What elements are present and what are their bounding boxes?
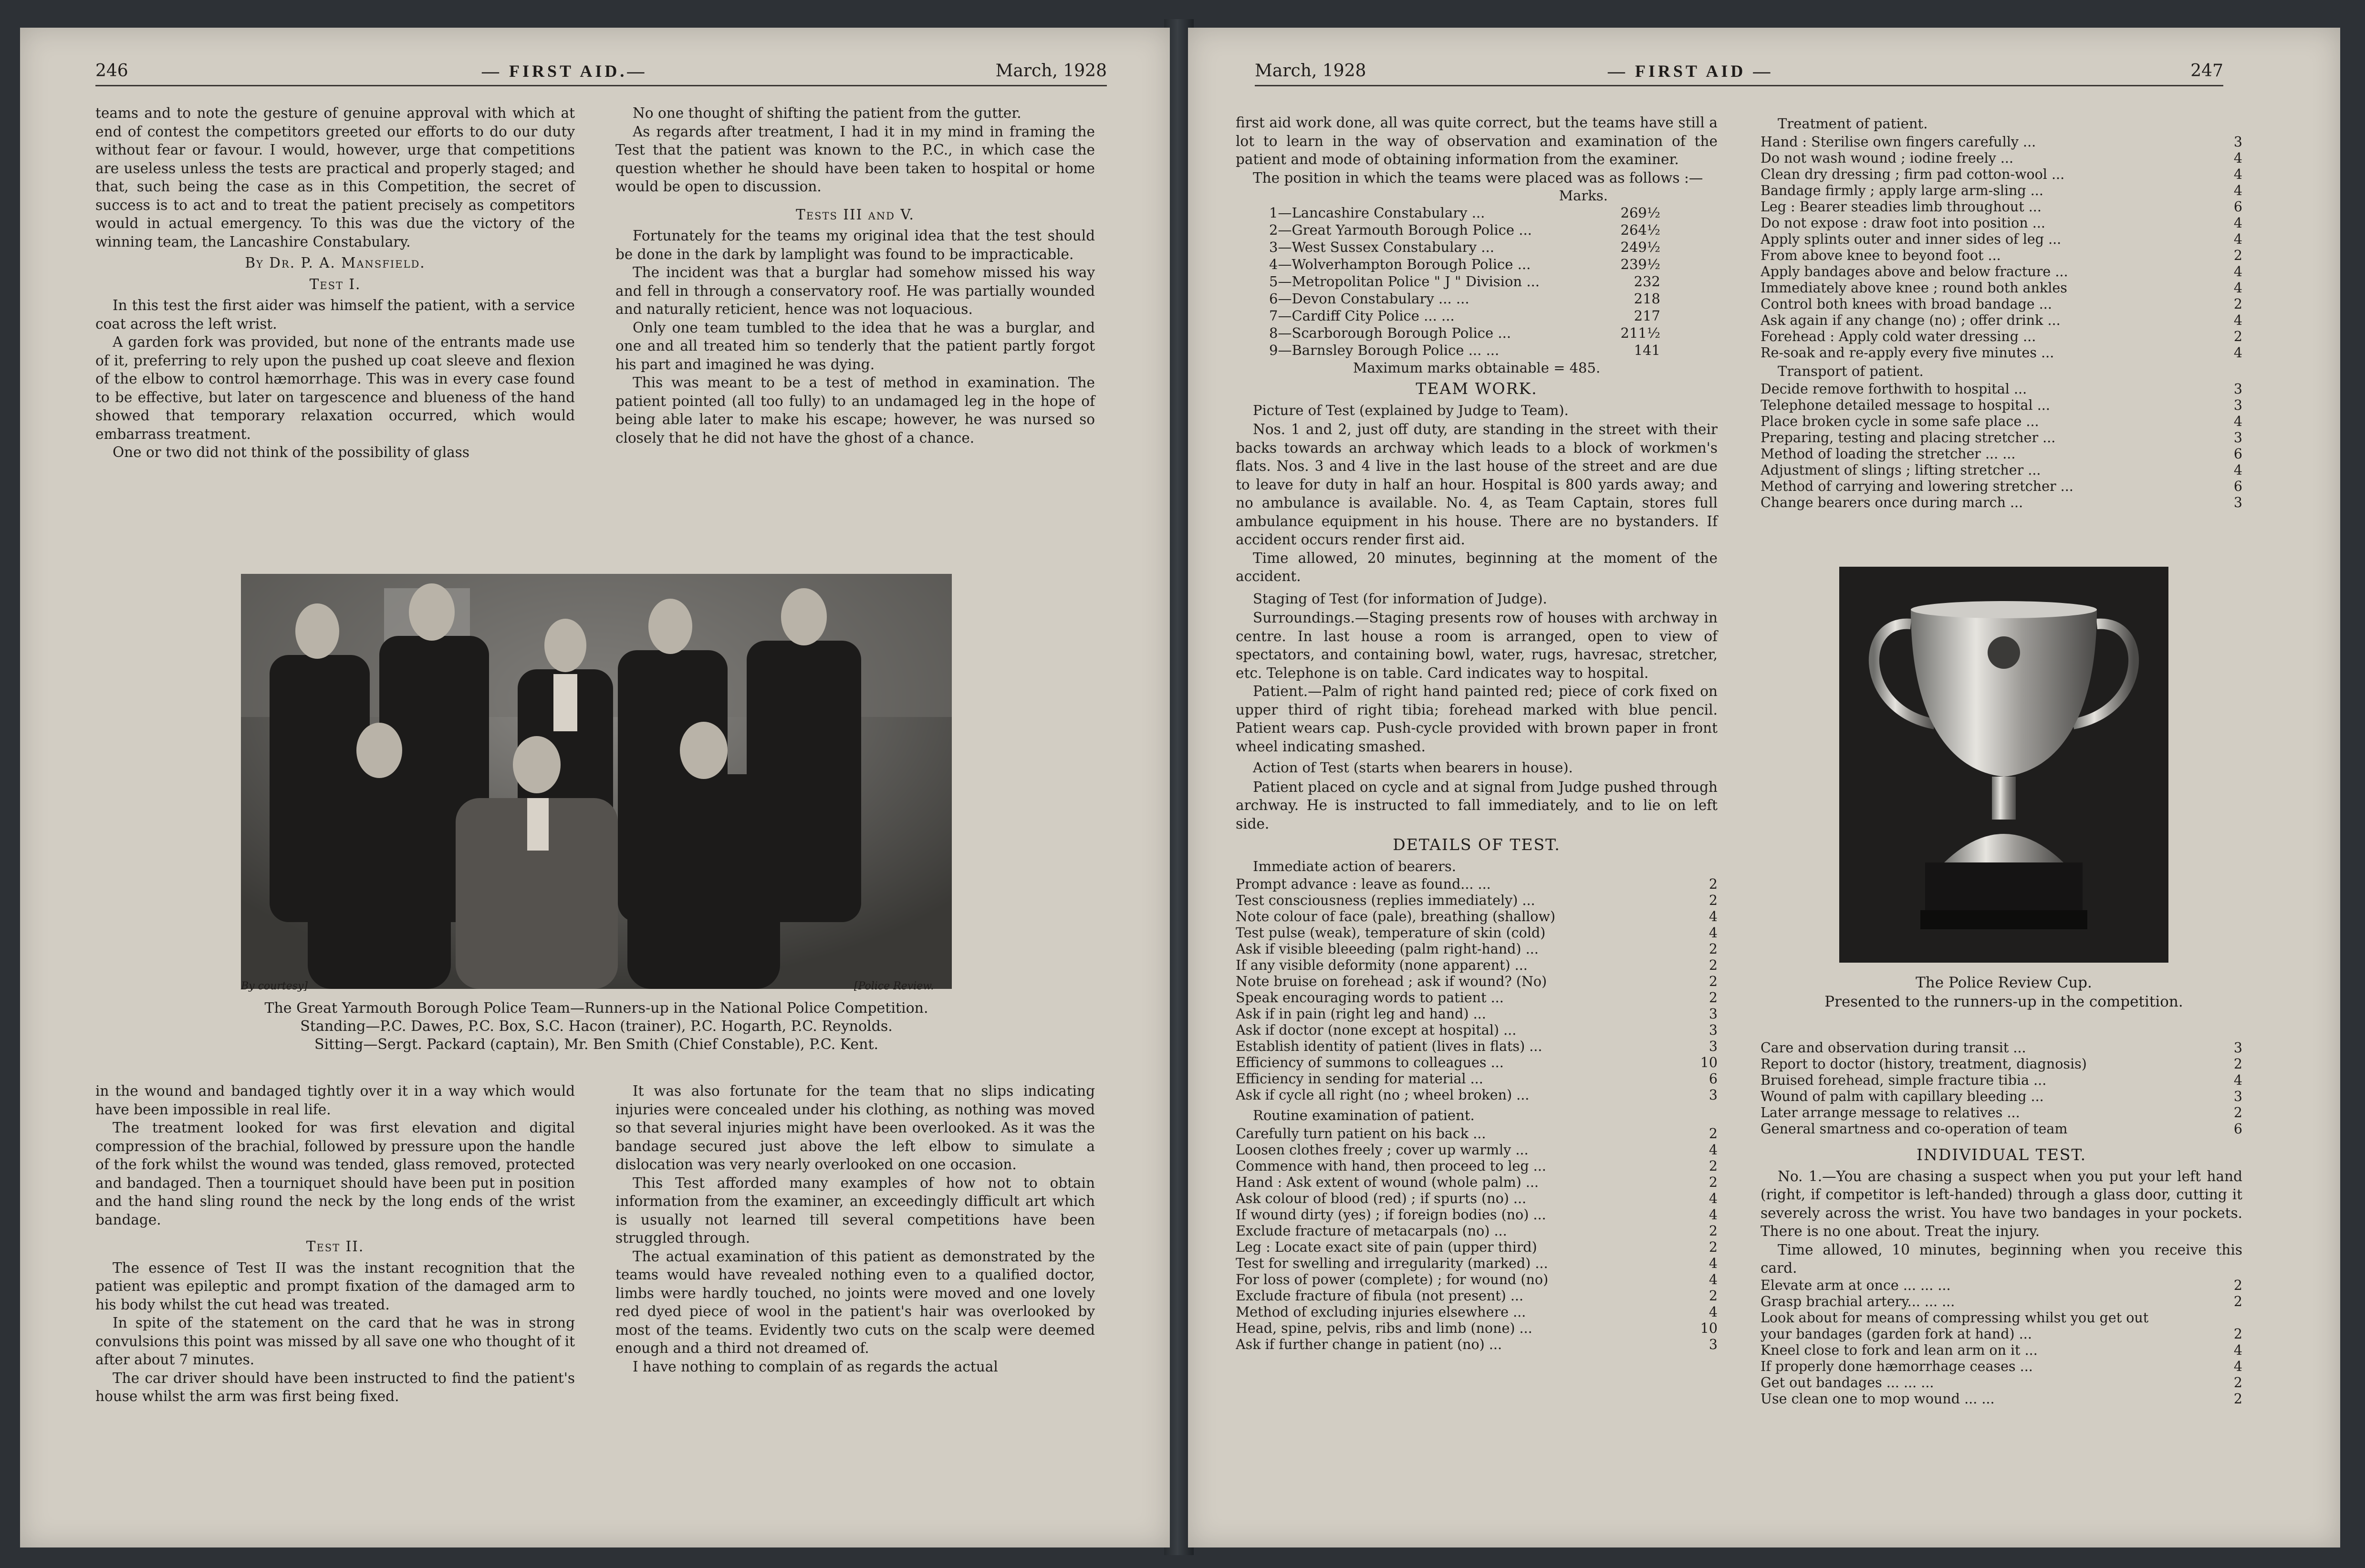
score-row: [1761, 1310, 2242, 1326]
score-points: 10: [1700, 1320, 1718, 1336]
cup-caption: [1765, 973, 2242, 1011]
paragraph: The actual examination of this patient as demonstrated by the teams would have revealed nothing even to a qualified doctor, limbs were hardly touched, no joints were moved and one lovely red dyed piece of wool in the patient's hair was overlooked by most of the teams. Evidently two cuts on the scalp were deemed enough and a third not dreamed of.: [615, 1248, 1095, 1356]
score-points: 3: [1709, 1336, 1718, 1352]
right-date: March, 1928: [1255, 61, 1366, 81]
paragraph: A garden fork was provided, but none of the entrants made use of it, preferring to rely upon the pushed up coat sleeve and flexion of the elbow to control hæmorrhage. This was in every case found to be effective, but later on targescence and blueness of the hand showed that temporary relaxation occurred, which would embarrass treatment.: [95, 334, 575, 442]
score-row: [1236, 1174, 1718, 1191]
score-row: [1761, 280, 2242, 296]
score-points: 4: [2233, 344, 2242, 361]
score-points: 2: [1709, 974, 1718, 989]
score-label: Method of excluding injuries elsewhere ...: [1236, 1304, 1526, 1320]
paragraph: I have nothing to complain of as regards the actual: [633, 1358, 998, 1375]
score-points: 2: [2233, 1374, 2242, 1391]
score-row: [1761, 199, 2242, 215]
score-points: 2: [2233, 1056, 2242, 1072]
caption-line: Presented to the runners-up in the competition.: [1824, 993, 2183, 1010]
paragraph: The incident was that a burglar had somehow missed his way and fell in through a conservatory roof. He was partially wounded and naturally reticient, hence was not loquacious.: [615, 264, 1095, 317]
team-name: 1—Lancashire Constabulary ...: [1269, 205, 1485, 221]
score-points: 4: [1709, 909, 1718, 924]
score-points: 4: [1709, 1190, 1718, 1206]
score-row: [1236, 1239, 1718, 1256]
transport-list: [1761, 381, 2242, 511]
score-points: 6: [1709, 1071, 1718, 1087]
photo-credit-left: By courtesy]: [241, 980, 308, 992]
score-label: Ask again if any change (no) ; offer drink ...: [1761, 312, 2061, 328]
score-points: 4: [1709, 925, 1718, 941]
score-row: [1761, 1375, 2242, 1391]
immediate-heading: Immediate action of bearers.: [1253, 858, 1457, 874]
team-marks: 141: [1634, 342, 1660, 358]
score-label: Later arrange message to relatives ...: [1761, 1105, 2020, 1121]
transport-heading: Transport of patient.: [1778, 363, 1924, 379]
score-label: Loosen clothes freely ; cover up warmly ...: [1236, 1142, 1529, 1158]
score-points: 6: [2233, 446, 2242, 462]
score-label: Carefully turn patient on his back ...: [1236, 1125, 1486, 1142]
left-column-1-top: [95, 104, 575, 462]
score-row: [1236, 1191, 1718, 1207]
score-points: 4: [1709, 1271, 1718, 1288]
photo-credit-right: [Police Review.: [854, 980, 934, 992]
score-label: Ask if doctor (none except at hospital) ...: [1236, 1022, 1517, 1038]
score-points: 2: [2233, 328, 2242, 344]
score-label: Test pulse (weak), temperature of skin (cold): [1236, 925, 1546, 941]
score-row: [1236, 1320, 1718, 1337]
score-label: Report to doctor (history, treatment, diagnosis): [1761, 1056, 2087, 1072]
score-row: [1236, 1071, 1718, 1087]
score-points: 4: [1709, 1206, 1718, 1223]
score-label: Get out bandages ... ... ...: [1761, 1374, 1934, 1391]
score-row: [1236, 1126, 1718, 1142]
score-points: 2: [1709, 1158, 1718, 1174]
score-points: 2: [1709, 1174, 1718, 1190]
score-row: [1236, 909, 1718, 925]
score-points: 2: [2233, 1391, 2242, 1407]
paragraph: teams and to note the gesture of genuine approval with which at end of contest the competitors greeted our efforts to do our duty without fear or favour. I would, however, urge that competitions are useless unless the tests are practical and properly staged; and that, such being the case as in this Competition, the secret of success is to act and to treat the patient precisely as competitors would in actual emergency. To this was due the victory of the winning team, the Lancashire Constabulary.: [95, 105, 575, 250]
score-row: [1761, 215, 2242, 231]
left-column-2-bottom: [615, 1082, 1095, 1376]
score-label: Change bearers once during march ...: [1761, 495, 2023, 510]
score-points: 2: [2233, 1105, 2242, 1121]
score-points: 4: [2233, 414, 2242, 429]
score-row: [1761, 397, 2242, 414]
right-running-head: [1255, 61, 2223, 86]
score-points: 3: [1709, 1087, 1718, 1103]
left-column-2-top: [615, 104, 1095, 447]
paragraph: This was meant to be a test of method in examination. The patient pointed (all too fully) to an undamaged leg in the hope of being able later to make his escape; however, he was nursed so closely that he did not have the ghost of a chance.: [615, 374, 1095, 446]
right-column-2: [1761, 114, 2242, 511]
score-points: 3: [2233, 495, 2242, 510]
paragraph: This Test afforded many examples of how not to obtain information from the examiner, an exceedingly difficult art which is usually not learned till several competitions have been struggled through.: [615, 1174, 1095, 1246]
score-row: [1761, 414, 2242, 430]
paragraph: No one thought of shifting the patient from the gutter.: [633, 105, 1021, 121]
score-points: 3: [2233, 1089, 2242, 1104]
score-label: Re-soak and re-apply every five minutes ...: [1761, 344, 2054, 361]
score-label: Clean dry dressing ; firm pad cotton-wool ...: [1761, 166, 2065, 182]
score-label: Forehead : Apply cold water dressing ...: [1761, 328, 2036, 344]
score-label: Ask if visible bleeeding (palm right-hand) ...: [1236, 941, 1539, 957]
score-row: [1761, 430, 2242, 446]
score-label: Exclude fracture of fibula (not present) ...: [1236, 1288, 1524, 1304]
max-marks: Maximum marks obtainable = 485.: [1353, 360, 1601, 376]
paragraph: The treatment looked for was first elevation and digital compression of the brachial, followed by pressure upon the handle of the fork whilst the wound was tended, glass removed, protected and bandaged. Then a tourniquet should have been put in position and the hand sling round the neck by the long ends of the wrist bandage.: [95, 1120, 575, 1228]
paragraph: In this test the first aider was himself the patient, with a service coat across the left wrist.: [95, 297, 575, 332]
score-label: Ask colour of blood (red) ; if spurts (no) ...: [1236, 1190, 1527, 1206]
score-row: [1761, 312, 2242, 329]
score-row: [1236, 957, 1718, 974]
team-name: 4—Wolverhampton Borough Police ...: [1269, 256, 1531, 272]
photo-caption: [210, 999, 983, 1054]
paragraph: No. 1.—You are chasing a suspect when you put your left hand (right, if competitor is left-handed) through a glass door, cutting it severely across the wrist. You have two bandages in your pockets. There is no one about. Treat the injury.: [1761, 1168, 2242, 1239]
paragraph: Only one team tumbled to the idea that he was a burglar, and one and all treated him so tenderly that the patient partly forgot his part and imagined he was dying.: [615, 319, 1095, 373]
score-points: 2: [1709, 1223, 1718, 1239]
score-row: [1236, 1288, 1718, 1304]
score-label: Test for swelling and irregularity (marked) ...: [1236, 1255, 1548, 1271]
team-marks: 249½: [1620, 239, 1660, 255]
team-marks: 218: [1634, 291, 1660, 307]
score-points: 4: [2233, 263, 2242, 280]
score-points: 4: [2233, 1072, 2242, 1088]
score-points: 2: [1709, 990, 1718, 1006]
score-label: Preparing, testing and placing stretcher ...: [1761, 430, 2056, 446]
placing-row: [1236, 256, 1718, 273]
score-label: If any visible deformity (none apparent) ...: [1236, 957, 1528, 973]
team-photograph: [241, 574, 952, 989]
score-points: 3: [2233, 381, 2242, 397]
treatment-list: [1761, 134, 2242, 361]
score-label: Ask if further change in patient (no) ...: [1236, 1336, 1502, 1352]
score-row: [1761, 1121, 2242, 1137]
score-label: Adjustment of slings ; lifting stretcher ...: [1761, 462, 2041, 478]
paragraph: in the wound and bandaged tightly over it in a way which would have been impossible in real life.: [95, 1083, 575, 1118]
score-label: Control both knees with broad bandage ...: [1761, 296, 2052, 312]
caption-line: The Great Yarmouth Borough Police Team—Runners-up in the National Police Competition.: [264, 1000, 928, 1017]
score-points: 4: [2233, 166, 2242, 182]
marks-header: Marks.: [1559, 187, 1608, 204]
treatment-heading: Treatment of patient.: [1778, 115, 1928, 132]
right-column-2-bottom: [1761, 1040, 2242, 1407]
score-row: [1761, 1342, 2242, 1359]
paragraph: Patient placed on cycle and at signal from Judge pushed through archway. He is instructed to fall immediately, and to lie on left side.: [1236, 779, 1718, 832]
paragraph: The car driver should have been instructed to find the patient's house whilst the arm was first being fixed.: [95, 1370, 575, 1404]
score-points: 3: [1709, 1006, 1718, 1022]
score-label: If properly done hæmorrhage ceases ...: [1761, 1358, 2033, 1374]
placing-row: [1236, 273, 1718, 290]
trophy-cup-illustration: [1839, 567, 2168, 963]
placing-row: [1236, 342, 1718, 359]
left-column-1-bottom: [95, 1082, 575, 1406]
team-photo-illustration: [241, 574, 952, 989]
score-points: 2: [2233, 247, 2242, 263]
score-points: 3: [2233, 430, 2242, 446]
score-row: [1236, 1207, 1718, 1223]
score-label: Leg : Locate exact site of pain (upper third): [1236, 1239, 1537, 1255]
placings-table: [1236, 204, 1718, 359]
paragraph: Time allowed, 20 minutes, beginning at the moment of the accident.: [1236, 550, 1718, 584]
score-label: Bandage firmly ; apply large arm-sling ...: [1761, 182, 2043, 198]
score-points: 2: [2233, 1293, 2242, 1309]
score-points: 3: [2233, 397, 2242, 413]
paragraph: Surroundings.—Staging presents row of houses with archway in centre. In last house a room is arranged, open to view of spectators, and containing bowl, water, rugs, havresac, stretcher, etc. Telephone is on table. Card indicates way to hospital.: [1236, 610, 1718, 681]
score-row: [1761, 1105, 2242, 1121]
caption-line: Standing—P.C. Dawes, P.C. Box, S.C. Hacon (trainer), P.C. Hogarth, P.C. Reynolds.: [300, 1018, 893, 1035]
team-work-heading: TEAM WORK.: [1416, 379, 1538, 398]
score-points: 3: [1709, 1038, 1718, 1054]
score-points: 4: [1709, 1255, 1718, 1271]
paragraph: As regards after treatment, I had it in my mind in framing the Test that the patient was known to the P.C., in which case the question whether he should have been taken to hospital or home would be open to discussion.: [615, 123, 1095, 195]
score-label: Leg : Bearer steadies limb throughout ...: [1761, 198, 2042, 215]
score-label: Ask if in pain (right leg and hand) ...: [1236, 1006, 1486, 1022]
left-page-number: 246: [95, 61, 128, 81]
score-row: [1236, 1038, 1718, 1055]
left-running-head: [95, 61, 1107, 86]
score-row: [1761, 1294, 2242, 1310]
score-points: 3: [2233, 134, 2242, 150]
score-label: If wound dirty (yes) ; if foreign bodies (no) ...: [1236, 1206, 1546, 1223]
score-points: 2: [1709, 1125, 1718, 1142]
details-heading: DETAILS OF TEST.: [1393, 835, 1561, 854]
score-row: [1236, 941, 1718, 957]
team-name: 5—Metropolitan Police " J " Division ...: [1269, 273, 1540, 290]
score-row: [1236, 893, 1718, 909]
score-row: [1761, 1040, 2242, 1056]
score-label: Do not expose : draw foot into position ...: [1761, 215, 2045, 231]
score-points: 6: [2233, 1121, 2242, 1137]
team-name: 6—Devon Constabulary ... ...: [1269, 291, 1469, 307]
team-name: 7—Cardiff City Police ... ...: [1269, 308, 1455, 324]
score-row: [1236, 1142, 1718, 1158]
score-row: [1236, 1272, 1718, 1288]
score-points: 2: [2233, 1326, 2242, 1342]
score-points: 2: [1709, 876, 1718, 892]
score-points: 4: [2233, 462, 2242, 478]
score-label: Efficiency of summons to colleagues ...: [1236, 1055, 1504, 1070]
placing-row: [1236, 221, 1718, 239]
score-label: Efficiency in sending for material ...: [1236, 1071, 1483, 1087]
score-row: [1761, 1089, 2242, 1105]
care-list: [1761, 1040, 2242, 1137]
test-1-heading: Test I.: [309, 276, 361, 292]
score-row: [1761, 446, 2242, 462]
score-points: 4: [2233, 1342, 2242, 1358]
score-row: [1761, 478, 2242, 495]
team-marks: 217: [1634, 308, 1660, 324]
score-row: [1761, 345, 2242, 361]
score-row: [1236, 876, 1718, 893]
score-row: [1761, 231, 2242, 248]
score-label: Establish identity of patient (lives in flats) ...: [1236, 1038, 1542, 1054]
routine-examination-list: [1236, 1126, 1718, 1353]
score-label: General smartness and co-operation of team: [1761, 1121, 2068, 1137]
score-label: Hand : Ask extent of wound (whole palm) ...: [1236, 1174, 1539, 1190]
tests-3-5-heading: Tests III and V.: [796, 206, 915, 223]
score-row: [1761, 166, 2242, 183]
team-name: 3—West Sussex Constabulary ...: [1269, 239, 1494, 255]
team-marks: 264½: [1620, 222, 1660, 238]
score-label: Note colour of face (pale), breathing (shallow): [1236, 909, 1555, 924]
score-label: Do not wash wound ; iodine freely ...: [1761, 150, 2014, 166]
score-label: Method of carrying and lowering stretcher ...: [1761, 478, 2073, 494]
right-running-title: — FIRST AID —: [1608, 62, 1773, 81]
score-points: 2: [1709, 941, 1718, 957]
score-row: [1761, 495, 2242, 511]
score-label: Apply splints outer and inner sides of leg ...: [1761, 231, 2062, 247]
score-points: 4: [1709, 1142, 1718, 1158]
score-label: Prompt advance : leave as found... ...: [1236, 876, 1491, 892]
score-row: [1236, 1256, 1718, 1272]
score-label: For loss of power (complete) ; for wound (no): [1236, 1271, 1549, 1288]
score-points: 3: [2233, 1040, 2242, 1056]
score-points: 2: [2233, 296, 2242, 312]
score-row: [1761, 1072, 2242, 1089]
score-points: 4: [2233, 150, 2242, 166]
score-points: 4: [2233, 182, 2242, 198]
score-row: [1236, 1022, 1718, 1038]
placing-row: [1236, 324, 1718, 342]
score-label: Commence with hand, then proceed to leg ...: [1236, 1158, 1546, 1174]
score-row: [1761, 183, 2242, 199]
score-row: [1761, 1277, 2242, 1294]
score-row: [1236, 1006, 1718, 1022]
action-heading: Action of Test (starts when bearers in house).: [1253, 759, 1573, 776]
team-name: 8—Scarborough Borough Police ...: [1269, 325, 1511, 341]
paragraph: The position in which the teams were placed was as follows :—: [1253, 169, 1703, 186]
score-label: Wound of palm with capillary bleeding ...: [1761, 1089, 2044, 1104]
score-label: Apply bandages above and below fracture ...: [1761, 263, 2068, 280]
team-marks: 232: [1634, 273, 1660, 290]
score-points: 4: [2233, 231, 2242, 247]
placing-row: [1236, 204, 1718, 221]
score-points: 6: [2233, 198, 2242, 215]
immediate-action-list: [1236, 876, 1718, 1103]
individual-test-list: [1761, 1277, 2242, 1407]
paragraph: In spite of the statement on the card that he was in strong convulsions this point was missed by all save one who thought of it after about 7 minutes.: [95, 1315, 575, 1368]
paragraph: Nos. 1 and 2, just off duty, are standing in the street with their backs towards an archway which leads to a block of workmen's flats. Nos. 3 and 4 live in the last house of the street and are due to leave for duty in half an hour. Hospital is 800 yards away; and no ambulance is available. No. 4, as Team Captain, stores full ambulance equipment in his house. There are no bystanders. If accident occurs render first aid.: [1236, 421, 1718, 548]
score-label: Grasp brachial artery... ... ...: [1761, 1293, 1955, 1309]
byline: By Dr. P. A. Mansfield.: [245, 255, 426, 271]
score-points: 6: [2233, 478, 2242, 494]
paragraph: One or two did not think of the possibility of glass: [113, 444, 470, 460]
paragraph: first aid work done, all was quite correct, but the teams have still a lot to learn in the way of observation and examination of the patient and mode of obtaining information from the examiner.: [1236, 114, 1718, 167]
score-row: [1761, 1056, 2242, 1072]
right-column-1: [1236, 114, 1718, 1353]
caption-line: Sitting—Sergt. Packard (captain), Mr. Ben Smith (Chief Constable), P.C. Kent.: [314, 1036, 879, 1053]
score-row: [1236, 1304, 1718, 1320]
paragraph: Fortunately for the teams my original idea that the test should be done in the dark by lamplight was found to be impracticable.: [615, 228, 1095, 262]
paragraph: The essence of Test II was the instant recognition that the patient was epileptic and prompt fixation of the damaged arm to his body whilst the cut head was treated.: [95, 1259, 575, 1313]
routine-heading: Routine examination of patient.: [1253, 1107, 1475, 1123]
score-row: [1761, 1391, 2242, 1407]
test-2-heading: Test II.: [306, 1238, 365, 1255]
staging-heading: Staging of Test (for information of Judge).: [1253, 590, 1547, 607]
score-label: Exclude fracture of metacarpals (no) ...: [1236, 1223, 1507, 1239]
score-points: 4: [1709, 1304, 1718, 1320]
score-row: [1236, 1223, 1718, 1239]
left-date: March, 1928: [995, 61, 1107, 81]
score-label: Test consciousness (replies immediately) ...: [1236, 893, 1535, 908]
score-label: Decide remove forthwith to hospital ...: [1761, 381, 2027, 397]
score-label: Immediately above knee ; round both ankles: [1761, 280, 2067, 296]
score-row: [1761, 329, 2242, 345]
score-label: Head, spine, pelvis, ribs and limb (none) ...: [1236, 1320, 1532, 1336]
score-label: your bandages (garden fork at hand) ...: [1761, 1326, 2032, 1342]
score-label: Bruised forehead, simple fracture tibia ...: [1761, 1072, 2047, 1088]
score-points: 2: [1709, 957, 1718, 973]
team-marks: 269½: [1620, 205, 1660, 221]
score-points: 10: [1700, 1055, 1718, 1070]
score-row: [1236, 1158, 1718, 1174]
paragraph: Patient.—Palm of right hand painted red; piece of cork fixed on upper third of right tibia; forehead marked with blue pencil. Patient wears cap. Push-cycle provided with brown paper in front wheel indicating smashed.: [1236, 683, 1718, 755]
score-label: Place broken cycle in some safe place ...: [1761, 414, 2039, 429]
paragraph: It was also fortunate for the team that no slips indicating injuries were concealed under his clothing, as nothing was moved so that several injuries might have been overlooked. As it was the bandage secured just above the left elbow to simulate a dislocation was very nearly overlooked on one occasion.: [615, 1083, 1095, 1173]
placing-row: [1236, 307, 1718, 324]
score-row: [1236, 990, 1718, 1006]
score-label: Method of loading the stretcher ... ...: [1761, 446, 2016, 462]
score-label: Elevate arm at once ... ... ...: [1761, 1277, 1951, 1293]
police-review-cup-photo: [1839, 567, 2168, 963]
team-marks: 211½: [1620, 325, 1660, 341]
score-row: [1761, 1359, 2242, 1375]
score-points: 2: [1709, 893, 1718, 908]
score-points: 4: [2233, 1358, 2242, 1374]
score-row: [1761, 134, 2242, 150]
score-row: [1236, 925, 1718, 941]
individual-test-heading: INDIVIDUAL TEST.: [1916, 1145, 2087, 1164]
score-points: 4: [2233, 312, 2242, 328]
score-row: [1761, 248, 2242, 264]
score-label: Use clean one to mop wound ... ...: [1761, 1391, 1995, 1407]
score-row: [1236, 1337, 1718, 1353]
picture-of-test: Picture of Test (explained by Judge to Team).: [1253, 402, 1569, 418]
score-label: Telephone detailed message to hospital ...: [1761, 397, 2050, 413]
score-row: [1236, 1087, 1718, 1103]
score-label: Kneel close to fork and lean arm on it ...: [1761, 1342, 2038, 1358]
caption-line: The Police Review Cup.: [1916, 974, 2092, 991]
team-marks: 239½: [1620, 256, 1660, 272]
score-points: 3: [1709, 1022, 1718, 1038]
score-row: [1236, 1055, 1718, 1071]
score-points: 4: [2233, 280, 2242, 296]
score-label: Look about for means of compressing whilst you get out: [1761, 1309, 2149, 1326]
score-label: From above knee to beyond foot ...: [1761, 247, 2001, 263]
score-row: [1761, 264, 2242, 280]
placing-row: [1236, 239, 1718, 256]
score-row: [1761, 381, 2242, 397]
score-row: [1761, 150, 2242, 166]
score-points: 2: [2233, 1277, 2242, 1293]
score-row: [1236, 974, 1718, 990]
score-label: Ask if cycle all right (no ; wheel broken) ...: [1236, 1087, 1530, 1103]
score-label: Note bruise on forehead ; ask if wound? (No): [1236, 974, 1547, 989]
score-row: [1761, 1326, 2242, 1342]
placing-row: [1236, 290, 1718, 307]
score-label: Hand : Sterilise own fingers carefully ...: [1761, 134, 2036, 150]
score-row: [1761, 296, 2242, 312]
score-points: 4: [2233, 215, 2242, 231]
score-label: Speak encouraging words to patient ...: [1236, 990, 1504, 1006]
left-running-title: — FIRST AID.—: [482, 62, 647, 81]
score-points: 2: [1709, 1288, 1718, 1304]
score-label: Care and observation during transit ...: [1761, 1040, 2026, 1056]
right-page-number: 247: [2190, 61, 2223, 81]
score-points: 2: [1709, 1239, 1718, 1255]
team-name: 9—Barnsley Borough Police ... ...: [1269, 342, 1500, 358]
team-name: 2—Great Yarmouth Borough Police ...: [1269, 222, 1532, 238]
paragraph: Time allowed, 10 minutes, beginning when you receive this card.: [1761, 1241, 2242, 1276]
score-row: [1761, 462, 2242, 478]
